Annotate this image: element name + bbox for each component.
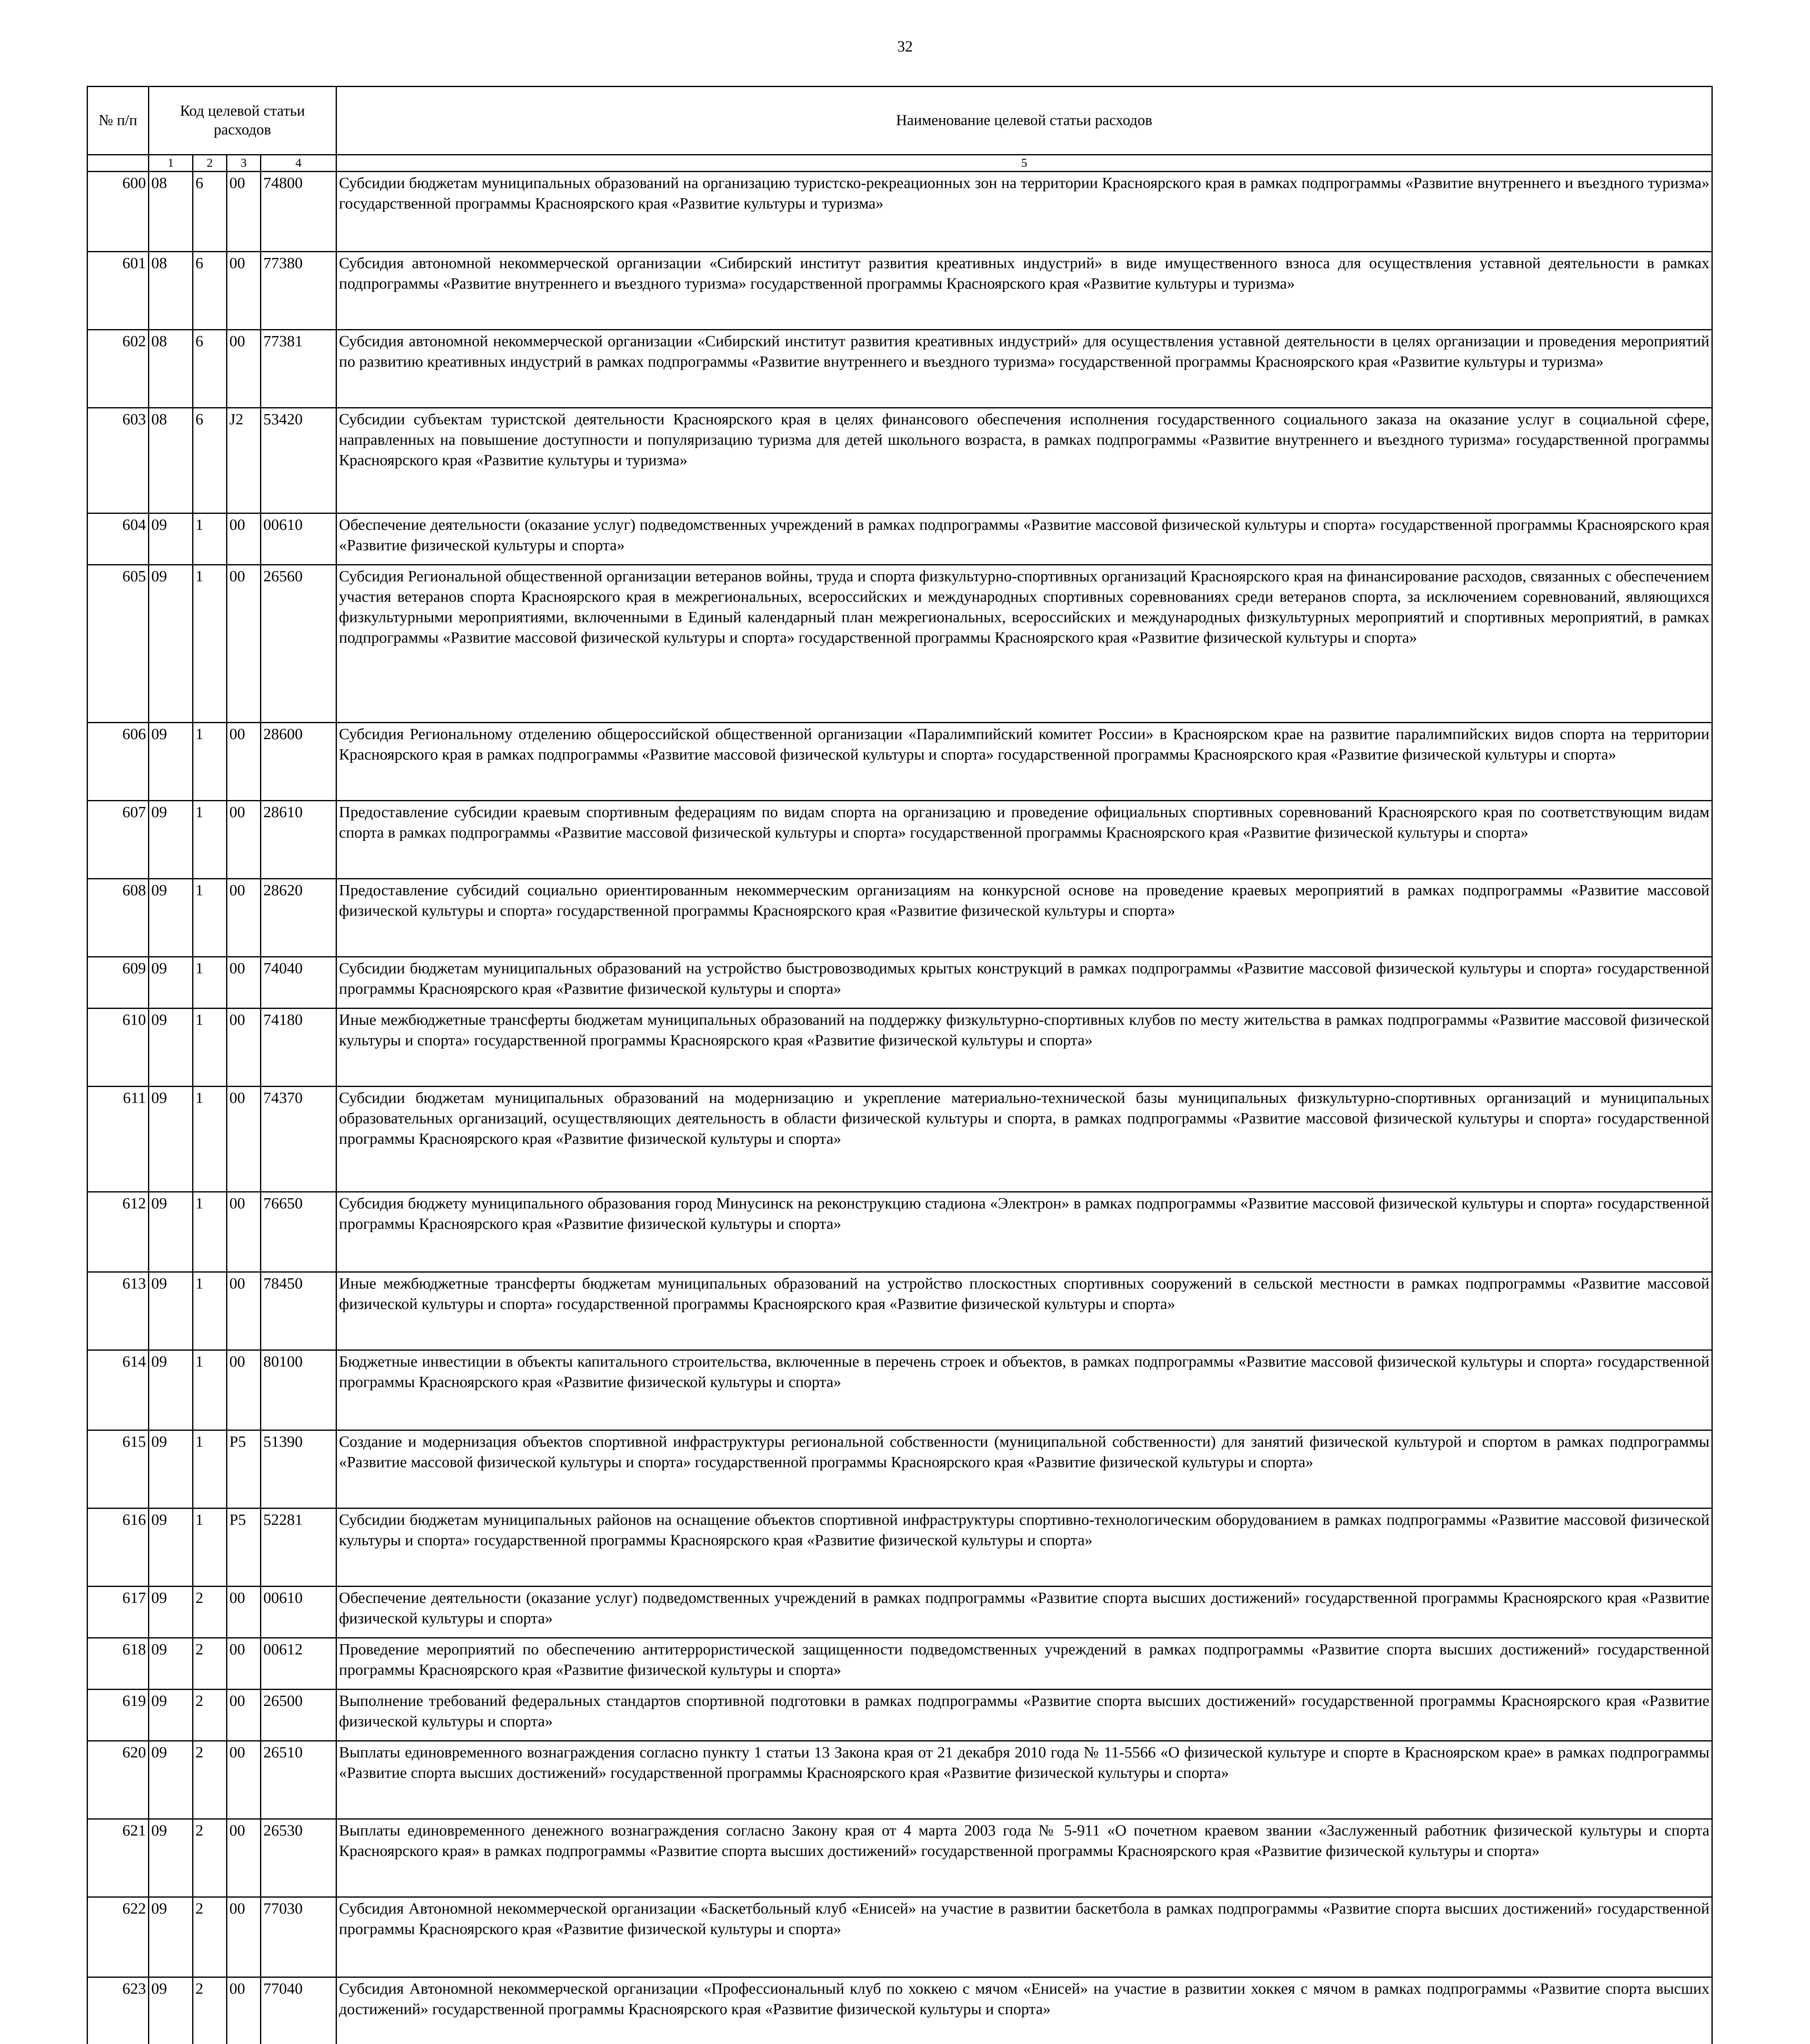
code-1: 09 xyxy=(149,1508,193,1587)
row-number: 604 xyxy=(87,513,149,565)
table-row xyxy=(87,723,1712,801)
row-number: 607 xyxy=(87,801,149,879)
code-3: 00 xyxy=(227,1638,261,1690)
code-4: 76650 xyxy=(261,1192,336,1272)
table-column-numbers-row xyxy=(87,155,1712,172)
row-number: 621 xyxy=(87,1819,149,1897)
article-name: Бюджетные инвестиции в объекты капитального строительства, включенные в перечень строек и объектов, в рамках подпрограммы «Развитие массовой физической культуры и спорта» государственной программы Красноярского края «Развитие физической культуры и спорта» xyxy=(336,1350,1712,1430)
code-4: 74800 xyxy=(261,172,336,252)
article-name: Предоставление субсидии краевым спортивным федерациям по видам спорта на организацию и проведение официальных спортивных соревнований Красноярского края по соответствующим видам спорта в рамках подпрограммы «Развитие массовой физической культуры и спорта» государственной программы Красноярского края «Развитие физической культуры и спорта» xyxy=(336,801,1712,879)
code-3: 00 xyxy=(227,1272,261,1350)
code-2: 6 xyxy=(193,252,227,330)
row-number: 616 xyxy=(87,1508,149,1587)
article-name: Предоставление субсидий социально ориентированным некоммерческим организациям на конкурсной основе на проведение краевых мероприятий в рамках подпрограммы «Развитие массовой физической культуры и спорта» государственной программы Красноярского края «Развитие физической культуры и спорта» xyxy=(336,879,1712,957)
code-3: 00 xyxy=(227,1587,261,1638)
code-3: 00 xyxy=(227,1897,261,1977)
code-4: 77381 xyxy=(261,330,336,408)
header-num: № п/п xyxy=(87,87,149,155)
article-name: Субсидии субъектам туристской деятельности Красноярского края в целях финансового обеспечения исполнения государственного социального заказа на оказание услуг в социальной сфере, направленных на повышение доступности и популяризацию туризма для детей школьного возраста, в рамках подпрограммы «Развитие внутреннего и въездного туризма» государственной программы Красноярского края «Развитие культуры и туризма» xyxy=(336,408,1712,513)
row-number: 619 xyxy=(87,1690,149,1741)
code-2: 2 xyxy=(193,1690,227,1741)
header-col-empty xyxy=(87,155,149,172)
code-4: 77030 xyxy=(261,1897,336,1977)
row-number: 608 xyxy=(87,879,149,957)
table-row xyxy=(87,1638,1712,1690)
table-row xyxy=(87,957,1712,1009)
table-row xyxy=(87,172,1712,252)
code-4: 51390 xyxy=(261,1430,336,1508)
row-number: 601 xyxy=(87,252,149,330)
code-3: 00 xyxy=(227,1087,261,1192)
table-row xyxy=(87,408,1712,513)
row-number: 614 xyxy=(87,1350,149,1430)
code-4: 26530 xyxy=(261,1819,336,1897)
article-name: Субсидия Региональному отделению общероссийской общественной организации «Паралимпийский комитет России» в Красноярском крае на развитие паралимпийских видов спорта на территории Красноярского края в рамках подпрограммы «Развитие массовой физической культуры и спорта» государственной программы Красноярского края «Развитие физической культуры и спорта» xyxy=(336,723,1712,801)
code-2: 1 xyxy=(193,1508,227,1587)
header-col-2: 2 xyxy=(193,155,227,172)
code-2: 2 xyxy=(193,1638,227,1690)
row-number: 605 xyxy=(87,565,149,723)
code-4: 28600 xyxy=(261,723,336,801)
article-name: Выплаты единовременного денежного вознаграждения согласно Закону края от 4 марта 2003 года № 5-911 «О почетном краевом звании «Заслуженный работник физической культуры и спорта Красноярского края» в рамках подпрограммы «Развитие спорта высших достижений» государственной программы Красноярского края «Развитие физической культуры и спорта» xyxy=(336,1819,1712,1897)
code-2: 2 xyxy=(193,1587,227,1638)
code-1: 09 xyxy=(149,1977,193,2044)
code-2: 2 xyxy=(193,1977,227,2044)
header-col-4: 4 xyxy=(261,155,336,172)
code-1: 08 xyxy=(149,252,193,330)
code-2: 1 xyxy=(193,723,227,801)
code-2: 1 xyxy=(193,801,227,879)
row-number: 606 xyxy=(87,723,149,801)
code-2: 1 xyxy=(193,1087,227,1192)
row-number: 610 xyxy=(87,1009,149,1087)
article-name: Иные межбюджетные трансферты бюджетам муниципальных образований на устройство плоскостных спортивных сооружений в сельской местности в рамках подпрограммы «Развитие массовой физической культуры и спорта» государственной программы Красноярского края «Развитие физической культуры и спорта» xyxy=(336,1272,1712,1350)
code-1: 09 xyxy=(149,723,193,801)
budget-table xyxy=(87,86,1713,2044)
code-2: 1 xyxy=(193,1272,227,1350)
code-3: P5 xyxy=(227,1508,261,1587)
page-number: 32 xyxy=(897,38,913,55)
code-4: 78450 xyxy=(261,1272,336,1350)
code-1: 09 xyxy=(149,1009,193,1087)
code-4: 00610 xyxy=(261,1587,336,1638)
code-2: 1 xyxy=(193,565,227,723)
code-1: 09 xyxy=(149,801,193,879)
code-4: 53420 xyxy=(261,408,336,513)
code-2: 1 xyxy=(193,1192,227,1272)
code-1: 09 xyxy=(149,1350,193,1430)
code-3: 00 xyxy=(227,1009,261,1087)
code-4: 74180 xyxy=(261,1009,336,1087)
article-name: Субсидии бюджетам муниципальных районов на оснащение объектов спортивной инфраструктуры спортивно-технологическим оборудованием в рамках подпрограммы «Развитие массовой физической культуры и спорта» государственной программы Красноярского края «Развитие физической культуры и спорта» xyxy=(336,1508,1712,1587)
code-2: 1 xyxy=(193,1009,227,1087)
code-1: 08 xyxy=(149,408,193,513)
row-number: 615 xyxy=(87,1430,149,1508)
code-1: 09 xyxy=(149,1819,193,1897)
code-1: 09 xyxy=(149,1192,193,1272)
code-3: 00 xyxy=(227,252,261,330)
row-number: 609 xyxy=(87,957,149,1009)
code-2: 6 xyxy=(193,172,227,252)
code-1: 09 xyxy=(149,565,193,723)
table-row xyxy=(87,879,1712,957)
row-number: 618 xyxy=(87,1638,149,1690)
row-number: 600 xyxy=(87,172,149,252)
code-4: 74370 xyxy=(261,1087,336,1192)
code-1: 08 xyxy=(149,330,193,408)
article-name: Субсидия Региональной общественной организации ветеранов войны, труда и спорта физкультурно-спортивных организаций Красноярского края на финансирование расходов, связанных с обеспечением участия ветеранов спорта Красноярского края в межрегиональных, всероссийских и международных спортивных соревнованиях среди ветеранов спорта, за исключением соревнований, являющихся физкультурными мероприятиями, включенными в Единый календарный план межрегиональных, всероссийских и международных физкультурных мероприятий и спортивных мероприятий, в рамках подпрограммы «Развитие массовой физической культуры и спорта» государственной программы Красноярского края «Развитие физической культуры и спорта» xyxy=(336,565,1712,723)
code-1: 09 xyxy=(149,1690,193,1741)
header-col-1: 1 xyxy=(149,155,193,172)
article-name: Обеспечение деятельности (оказание услуг) подведомственных учреждений в рамках подпрограммы «Развитие спорта высших достижений» государственной программы Красноярского края «Развитие физической культуры и спорта» xyxy=(336,1587,1712,1638)
article-name: Иные межбюджетные трансферты бюджетам муниципальных образований на поддержку физкультурно-спортивных клубов по месту жительства в рамках подпрограммы «Развитие массовой физической культуры и спорта» государственной программы Красноярского края «Развитие физической культуры и спорта» xyxy=(336,1009,1712,1087)
article-name: Выполнение требований федеральных стандартов спортивной подготовки в рамках подпрограммы «Развитие спорта высших достижений» государственной программы Красноярского края «Развитие физической культуры и спорта» xyxy=(336,1690,1712,1741)
code-2: 2 xyxy=(193,1897,227,1977)
table-row xyxy=(87,1977,1712,2044)
table-row xyxy=(87,1430,1712,1508)
row-number: 612 xyxy=(87,1192,149,1272)
code-1: 09 xyxy=(149,1087,193,1192)
table-row xyxy=(87,513,1712,565)
header-code-group: Код целевой статьи расходов xyxy=(149,87,336,155)
table-header-row xyxy=(87,87,1712,155)
code-3: 00 xyxy=(227,1819,261,1897)
row-number: 603 xyxy=(87,408,149,513)
code-1: 09 xyxy=(149,1638,193,1690)
table-row xyxy=(87,1192,1712,1272)
article-name: Субсидия автономной некоммерческой организации «Сибирский институт развития креативных индустрий» для осуществления уставной деятельности в целях организации и проведения мероприятий по развитию креативных индустрий в рамках подпрограммы «Развитие внутреннего и въездного туризма» государственной программы Красноярского края «Развитие культуры и туризма» xyxy=(336,330,1712,408)
code-4: 28620 xyxy=(261,879,336,957)
code-4: 77040 xyxy=(261,1977,336,2044)
code-4: 74040 xyxy=(261,957,336,1009)
code-1: 08 xyxy=(149,172,193,252)
code-2: 6 xyxy=(193,408,227,513)
header-col-5: 5 xyxy=(336,155,1712,172)
code-4: 80100 xyxy=(261,1350,336,1430)
row-number: 613 xyxy=(87,1272,149,1350)
code-4: 00612 xyxy=(261,1638,336,1690)
article-name: Обеспечение деятельности (оказание услуг) подведомственных учреждений в рамках подпрограммы «Развитие массовой физической культуры и спорта» государственной программы Красноярского края «Развитие физической культуры и спорта» xyxy=(336,513,1712,565)
code-2: 1 xyxy=(193,513,227,565)
code-3: 00 xyxy=(227,1350,261,1430)
table-row xyxy=(87,1087,1712,1192)
code-1: 09 xyxy=(149,1897,193,1977)
row-number: 602 xyxy=(87,330,149,408)
code-3: 00 xyxy=(227,1741,261,1819)
article-name: Субсидии бюджетам муниципальных образований на устройство быстровозводимых крытых конструкций в рамках подпрограммы «Развитие массовой физической культуры и спорта» государственной программы Красноярского края «Развитие физической культуры и спорта» xyxy=(336,957,1712,1009)
code-3: 00 xyxy=(227,330,261,408)
header-col-3: 3 xyxy=(227,155,261,172)
code-3: 00 xyxy=(227,513,261,565)
row-number: 623 xyxy=(87,1977,149,2044)
table-row xyxy=(87,1819,1712,1897)
row-number: 620 xyxy=(87,1741,149,1819)
table-row xyxy=(87,330,1712,408)
article-name: Создание и модернизация объектов спортивной инфраструктуры региональной собственности (муниципальной собственности) для занятий физической культурой и спортом в рамках подпрограммы «Развитие массовой физической культуры и спорта» государственной программы Красноярского края «Развитие физической культуры и спорта» xyxy=(336,1430,1712,1508)
code-4: 26500 xyxy=(261,1690,336,1741)
article-name: Субсидии бюджетам муниципальных образований на организацию туристско-рекреационных зон на территории Красноярского края в рамках подпрограммы «Развитие внутреннего и въездного туризма» государственной программы Красноярского края «Развитие культуры и туризма» xyxy=(336,172,1712,252)
code-2: 1 xyxy=(193,879,227,957)
code-1: 09 xyxy=(149,879,193,957)
code-1: 09 xyxy=(149,1272,193,1350)
code-3: 00 xyxy=(227,1977,261,2044)
row-number: 611 xyxy=(87,1087,149,1192)
code-3: 00 xyxy=(227,957,261,1009)
code-1: 09 xyxy=(149,1430,193,1508)
table-row xyxy=(87,565,1712,723)
code-4: 00610 xyxy=(261,513,336,565)
code-3: J2 xyxy=(227,408,261,513)
code-4: 77380 xyxy=(261,252,336,330)
code-1: 09 xyxy=(149,957,193,1009)
code-1: 09 xyxy=(149,513,193,565)
code-4: 28610 xyxy=(261,801,336,879)
code-1: 09 xyxy=(149,1587,193,1638)
article-name: Выплаты единовременного вознаграждения согласно пункту 1 статьи 13 Закона края от 21 декабря 2010 года № 11-5566 «О физической культуре и спорте в Красноярском крае» в рамках подпрограммы «Развитие спорта высших достижений» государственной программы Красноярского края «Развитие физической культуры и спорта» xyxy=(336,1741,1712,1819)
article-name: Проведение мероприятий по обеспечению антитеррористической защищенности подведомственных учреждений в рамках подпрограммы «Развитие спорта высших достижений» государственной программы Красноярского края «Развитие физической культуры и спорта» xyxy=(336,1638,1712,1690)
code-3: 00 xyxy=(227,565,261,723)
table-row xyxy=(87,1508,1712,1587)
code-3: 00 xyxy=(227,1690,261,1741)
article-name: Субсидия Автономной некоммерческой организации «Профессиональный клуб по хоккею с мячом «Енисей» на участие в развитии хоккея с мячом в рамках подпрограммы «Развитие спорта высших достижений» государственной программы Красноярского края «Развитие физической культуры и спорта» xyxy=(336,1977,1712,2044)
article-name: Субсидия бюджету муниципального образования город Минусинск на реконструкцию стадиона «Электрон» в рамках подпрограммы «Развитие массовой физической культуры и спорта» государственной программы Красноярского края «Развитие физической культуры и спорта» xyxy=(336,1192,1712,1272)
code-2: 1 xyxy=(193,1430,227,1508)
table-row xyxy=(87,1690,1712,1741)
code-3: 00 xyxy=(227,172,261,252)
table-row xyxy=(87,1741,1712,1819)
code-1: 09 xyxy=(149,1741,193,1819)
code-3: 00 xyxy=(227,879,261,957)
table-row xyxy=(87,252,1712,330)
header-name: Наименование целевой статьи расходов xyxy=(336,87,1712,155)
row-number: 622 xyxy=(87,1897,149,1977)
code-3: 00 xyxy=(227,1192,261,1272)
code-3: 00 xyxy=(227,723,261,801)
article-name: Субсидия Автономной некоммерческой организации «Баскетбольный клуб «Енисей» на участие в развитии баскетбола в рамках подпрограммы «Развитие спорта высших достижений» государственной программы Красноярского края «Развитие физической культуры и спорта» xyxy=(336,1897,1712,1977)
table-row xyxy=(87,1897,1712,1977)
code-2: 6 xyxy=(193,330,227,408)
table-row xyxy=(87,1587,1712,1638)
table-row xyxy=(87,801,1712,879)
code-2: 1 xyxy=(193,957,227,1009)
code-4: 52281 xyxy=(261,1508,336,1587)
code-2: 2 xyxy=(193,1819,227,1897)
table-row xyxy=(87,1350,1712,1430)
table-row xyxy=(87,1272,1712,1350)
table-row xyxy=(87,1009,1712,1087)
code-4: 26560 xyxy=(261,565,336,723)
code-2: 1 xyxy=(193,1350,227,1430)
code-3: P5 xyxy=(227,1430,261,1508)
article-name: Субсидии бюджетам муниципальных образований на модернизацию и укрепление материально-технической базы муниципальных физкультурно-спортивных организаций и муниципальных образовательных организаций, осуществляющих деятельность в области физической культуры и спорта, в рамках подпрограммы «Развитие массовой физической культуры и спорта» государственной программы Красноярского края «Развитие физической культуры и спорта» xyxy=(336,1087,1712,1192)
article-name: Субсидия автономной некоммерческой организации «Сибирский институт развития креативных индустрий» в виде имущественного взноса для осуществления уставной деятельности в рамках подпрограммы «Развитие внутреннего и въездного туризма» государственной программы Красноярского края «Развитие культуры и туризма» xyxy=(336,252,1712,330)
code-4: 26510 xyxy=(261,1741,336,1819)
code-3: 00 xyxy=(227,801,261,879)
row-number: 617 xyxy=(87,1587,149,1638)
code-2: 2 xyxy=(193,1741,227,1819)
